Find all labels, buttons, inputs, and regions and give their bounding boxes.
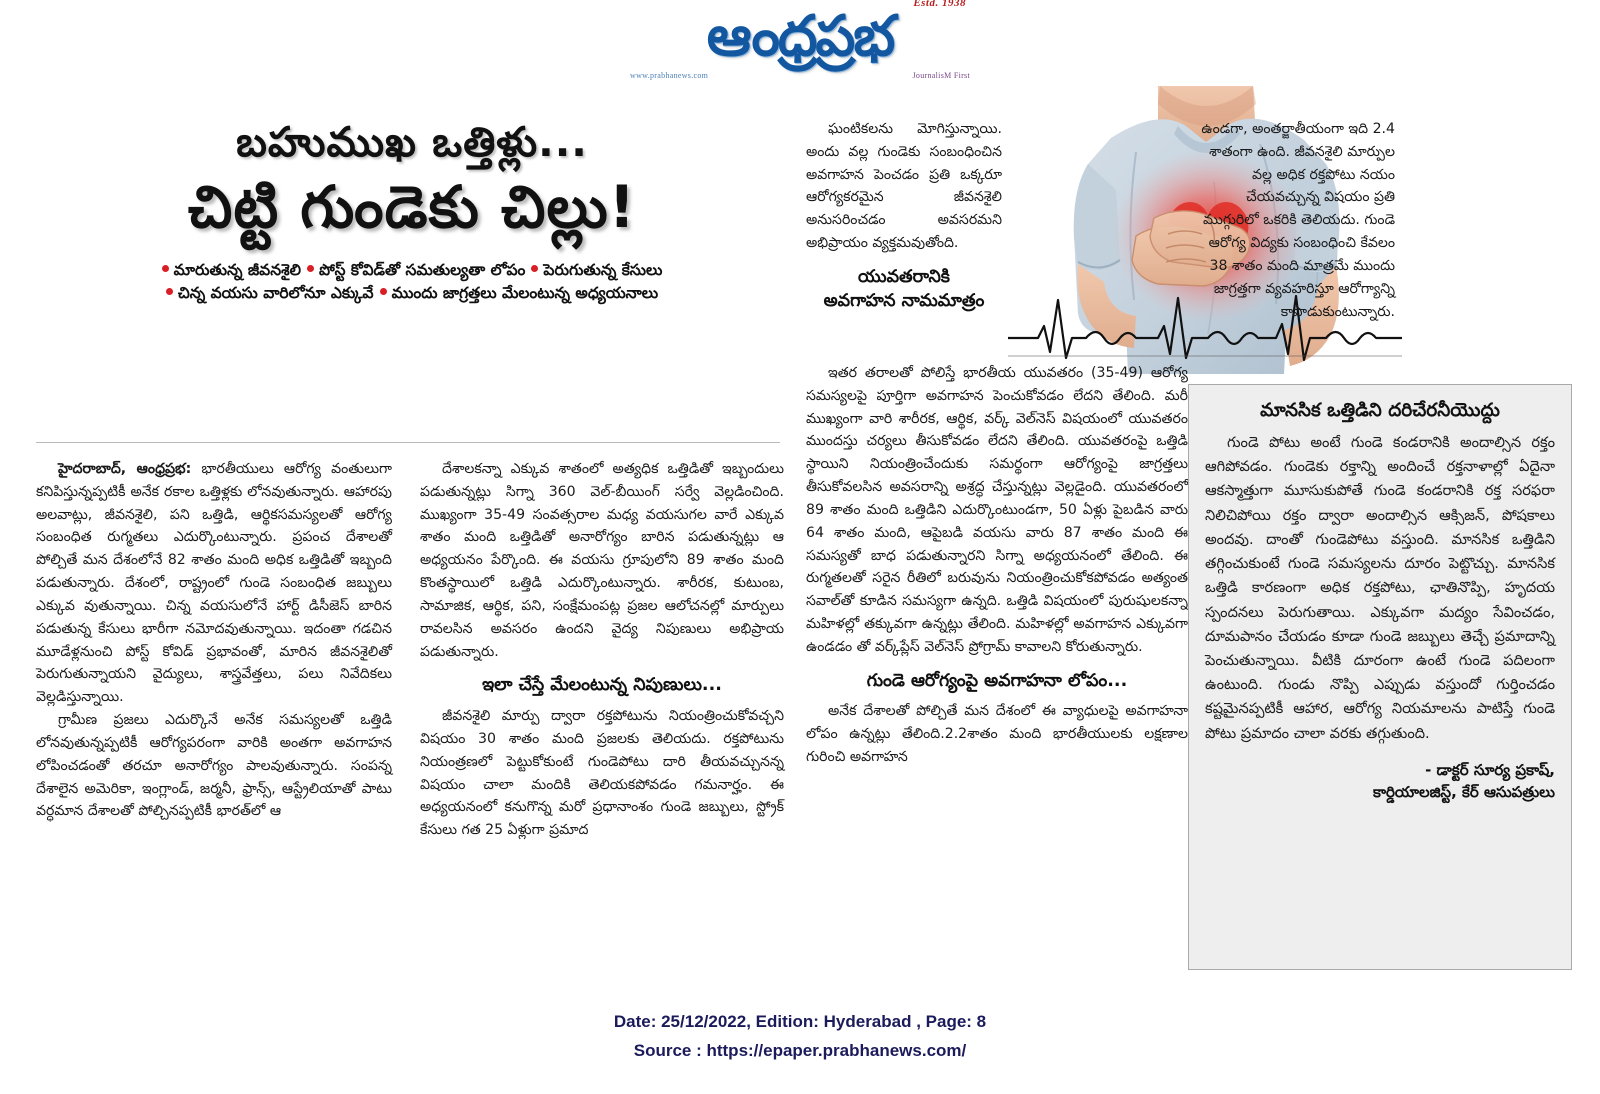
sidebar-box-title: మానసిక ఒత్తిడిని దరిచేరనీయొద్దు bbox=[1260, 400, 1500, 421]
headline-line-1: బహుముఖ ఒత్తిళ్లు... bbox=[236, 118, 588, 166]
kicker-label: ముందు జాగ్రత్తలు మేలంటున్న అధ్యయనాలు bbox=[391, 284, 659, 303]
column-3-paragraph-3: అనేక దేశాలతో పోల్చితే మన దేశంలో ఈ వ్యాధులపై అవగాహనా లోపం ఉన్నట్లు తేలింది.2.2శాతం మంది భారతీయులకు లక్షణాల గురించి అవగాహన bbox=[806, 703, 1188, 766]
headline-block bbox=[36, 118, 788, 306]
bullet-dot-icon bbox=[166, 288, 173, 295]
article-column-1 bbox=[36, 458, 392, 823]
column-1-paragraph-1 bbox=[36, 458, 392, 709]
footer-source-url: Source : https://epaper.prabhanews.com/ bbox=[633, 1040, 967, 1060]
source-footer bbox=[0, 1008, 1600, 1066]
subheading-experts-advice: ఇలా చేస్తే మేలంటున్న నిపుణులు... bbox=[482, 675, 722, 696]
masthead-tagline: JournalisM First bbox=[912, 71, 970, 80]
kicker-row-2 bbox=[36, 282, 788, 305]
column-3-paragraph-1: ఘంటికలను మోగిస్తున్నాయి. అందు వల్ల గుండెకు సంబంధించిన అవగాహన పెంచడం ప్రతి ఒక్కరూ ఆరోగ్యకరమైన జీవనశైలి అనుసరించడం అవసరమని అభిప్రాయం వ్యక్తమవుతోంది. bbox=[806, 121, 1002, 252]
column-1-body-1: భారతీయులు ఆరోగ్య వంతులుగా కనిపిస్తున్నప్పటికీ అనేక రకాల ఒత్తిళ్లకు లోనవుతున్నారు. ఆహారపు అలవాట్లు, జీవనశైలి, పని ఒత్తిడి, ఆర్థికసమస్యలతో ఆరోగ్య సంబంధిత రుగ్మతలు ఎదుర్కొంటున్నారు. ప్రపంచ దేశాలతో పోల్చితే మన దేశంలోనే 82 శాతం మంది అధిక ఒత్తిడితో ఇబ్బంది పడుతున్నారు. దేశంలో, రాష్ట్రంలో గుండె సంబంధిత జబ్బులు ఎక్కువ వుతున్నాయి. చిన్న వయసులోనే హార్ట్ డిసీజెస్ బారిన పడుతున్న కేసులు భారీగా నమోదవుతున్నాయి. ఇదంతా గడచిన మూడేళ్లనుంచి పోస్ట్ కోవిడ్ ప్రభావంతో, మారిన జీవనశైలితో పెరుగుతున్నాయని వైద్యులు, శాస్త్రవేత్తలు, పలు నివేదికలు వెల్లడిస్తున్నాయి. bbox=[36, 461, 392, 706]
kicker-label: పోస్ట్ కోవిడ్‌తో సమతుల్యతా లోపం bbox=[318, 261, 526, 280]
subheading-youth-awareness: యువతరానికి అవగాహన నామమాత్రం bbox=[823, 266, 985, 311]
byline-author: - డాక్టర్ సూర్య ప్రకాష్, bbox=[1425, 760, 1555, 779]
kicker-row-1 bbox=[36, 259, 788, 282]
article-column-3-body bbox=[806, 362, 1188, 769]
kicker-item bbox=[380, 282, 659, 305]
headline-line-2: చిట్టి గుండెకు చిల్లు! bbox=[187, 173, 637, 242]
subheading-heart-health-awareness: గుండె ఆరోగ్యంపై అవగాహనా లోపం... bbox=[866, 670, 1128, 691]
column-3-paragraph-2: ఇతర తరాలతో పోలిస్తే భారతీయ యువతరం (35-49) ఆరోగ్య సమస్యలపై పూర్తిగా అవగాహన పెంచుకోవడం లేదని తేలింది. మరీ ముఖ్యంగా వారి శారీరక, ఆర్థిక, వర్క్ వెల్‌నెస్ విషయంలో యువతరం ముందస్తు చర్యలు తీసుకోవడం లేదని తేలింది. యువతరంపై ఒత్తిడి స్థాయిని నియంత్రించేందుకు సమర్థంగా ఆరోగ్యంపై జాగ్రత్తలు తీసుకోవలసిన అవసరాన్ని అశ్రద్ధ చేస్తున్నట్లు వెల్లడైంది. యువతరంలో 89 శాతం మంది ఒత్తిడిని ఎదుర్కొంటుండగా, 50 ఏళ్లు పైబడిన వారు 64 శాతం మంది, ఆపైబడి వయసు వారు 87 శాతం మంది ఈ సమస్యతో బాధ పడుతున్నారని సిగ్నా అధ్యయనంలో తేలింది. ఈ రుగ్మతలతో సరైన రీతిలో బరువును నియంత్రించుకోకపోవడం అత్యంత సవాల్‌తో కూడిన సమస్యగా ఉన్నది. ఒత్తిడి విషయంలో పురుషులకన్నా మహిళల్లో తక్కువగా ఉన్నట్లు తేలింది. మహిళల్లో అవగాహన ఎక్కువగా ఉండడం తో వర్క్‌ప్లేస్ వెల్‌నెస్ ప్రోగ్రామ్ కావాలని కోరుతున్నారు. bbox=[806, 365, 1188, 655]
masthead-website: www.prabhanews.com bbox=[630, 71, 709, 80]
newspaper-clipping bbox=[28, 90, 1576, 990]
masthead-subline bbox=[630, 72, 970, 84]
article-column-4 bbox=[1195, 118, 1395, 323]
kicker-label: మారుతున్న జీవనశైలి bbox=[173, 261, 301, 280]
masthead-estd: Estd. 1938 bbox=[913, 0, 966, 9]
masthead bbox=[0, 0, 1600, 86]
sidebar-box-body bbox=[1205, 431, 1555, 746]
dateline: హైదరాబాద్, ఆంధ్రప్రభ: bbox=[58, 461, 192, 477]
kicker-item bbox=[307, 259, 525, 282]
bullet-dot-icon bbox=[307, 265, 314, 272]
sidebar-box bbox=[1188, 384, 1572, 970]
kicker-list bbox=[36, 259, 788, 306]
kicker-item bbox=[531, 259, 662, 282]
footer-date-edition-page: Date: 25/12/2022, Edition: Hyderabad , Page: 8 bbox=[613, 1012, 987, 1031]
kicker-item bbox=[162, 259, 301, 282]
article-column-2 bbox=[420, 458, 784, 842]
column-4-paragraph-1: ఉండగా, అంతర్జాతీయంగా ఇది 2.4 శాతంగా ఉంది. జీవనశైలి మార్పుల వల్ల అధిక రక్తపోటు నయం చేయవచ్చున్న విషయం ప్రతి ముగ్గురిలో ఒకరికి తెలియదు. గుండె ఆరోగ్య విద్యకు సంబంధించి కేవలం 38 శాతం మంది మాత్రమే ముందు జాగ్రత్తగా వ్యవహరిస్తూ ఆరోగ్యాన్ని కాపాడుకుంటున్నారు. bbox=[1201, 121, 1395, 320]
column-2-paragraph-2: జీవనశైలి మార్పు ద్వారా రక్తపోటును నియంత్రించుకోవచ్చని విషయం 30 శాతం మంది ప్రజలకు తెలియదు. రక్తపోటును నియంత్రణలో పెట్టుకోకుంటే గుండెపోటు దారి తీయవచ్చునన్న విషయం చాలా మందికి తెలియకపోవడం గమనార్హం. ఈ అధ్యయనంలో కనుగొన్న మరో ప్రధానాంశం గుండె జబ్బులు, స్ట్రోక్ కేసులు గత 25 ఏళ్లుగా ప్రమాద bbox=[420, 708, 784, 839]
bullet-dot-icon bbox=[531, 265, 538, 272]
article-column-3-top bbox=[806, 118, 1002, 320]
kicker-label: పెరుగుతున్న కేసులు bbox=[543, 261, 663, 280]
kicker-label: చిన్న వయసు వారిలోనూ ఎక్కువే bbox=[177, 284, 374, 303]
column-1-paragraph-2: గ్రామీణ ప్రజలు ఎదుర్కొనే అనేక సమస్యలతో ఒత్తిడి లోనవుతున్నప్పటికీ ఆరోగ్యపరంగా వారికి అంతగా అవగాహన లోపించడంతో తరచూ అనారోగ్యం పాలవుతున్నారు. సంపన్న దేశాలైన అమెరికా, ఇంగ్లాండ్, జర్మనీ, ఫ్రాన్స్, ఆస్ట్రేలియాతో పాటు వర్ధమాన దేశాలతో పోల్చినప్పటికీ భారత్‌లో ఆ bbox=[36, 712, 392, 820]
sidebar-box-byline bbox=[1205, 760, 1555, 804]
column-2-paragraph-1: దేశాలకన్నా ఎక్కువ శాతంలో అత్యధిక ఒత్తిడితో ఇబ్బందులు పడుతున్నట్లు సిగ్నా 360 వెల్-బీయింగ్ సర్వే వెల్లడించింది. ముఖ్యంగా 35-49 సంవత్సరాల మధ్య వయసుగల వారే ఎక్కువ శాతం మంది ఒత్తిడితో అనారోగ్యం బారిన పడుతున్నట్లు ఆ అధ్యయనం పేర్కొంది. ఈ వయసు గ్రూపులోని 89 శాతం మంది కొంతస్థాయిలో ఒత్తిడి ఎదుర్కొంటున్నారు. శారీరక, కుటుంబ, సామాజిక, ఆర్థిక, పని, సంక్షేమంపట్ల ప్రజల ఆలోచనల్లో మార్పులు రావలసిన అవసరం ఉందని వైద్య నిపుణులు అభిప్రాయ పడుతున్నారు. bbox=[420, 461, 784, 660]
kicker-item bbox=[166, 282, 374, 305]
sidebar-box-paragraph: గుండె పోటు అంటే గుండె కండరానికి అందాల్సిన రక్తం ఆగిపోవడం. గుండెకు రక్తాన్ని అందించే రక్తనాళాల్లో ఏదైనా ఆకస్మాత్తుగా మూసుకుపోతే గుండె కండరానికి రక్త సరఫరా నిలిచిపోయి రక్తం ద్వారా అందాల్సిన ఆక్సిజన్, పోషకాలు అందవు. దాంతో గుండెపోటు వస్తుంది. మానసిక ఒత్తిడిని తగ్గించుకుంటే గుండె సమస్యలను దూరం పెట్టొచ్చు. మానసిక ఒత్తిడి కారణంగా అధిక రక్తపోటు, ఛాతినొప్పి, హృదయ స్పందనలు పెరుగుతాయి. ఎక్కువగా మద్యం సేవించడం, దూమపానం చేయడం కూడా గుండె జబ్బులు తెచ్చే ప్రమాదాన్ని పెంచుతున్నాయి. వీటికి దూరంగా ఉంటే గుండె పదిలంగా ఉంటుంది. గుండు నొప్పి ఎప్పుడు వస్తుందో గుర్తించడం కష్టమైనప్పటికీ ఆహార, ఆరోగ్య నియమాలను పాటిస్తే గుండె పోటు ప్రమాదం చాలా వరకు తగ్గుతుంది. bbox=[1205, 434, 1555, 742]
byline-affiliation: కార్డియాలజిస్ట్, కేర్ ఆసుపత్రులు bbox=[1372, 782, 1555, 801]
bullet-dot-icon bbox=[162, 265, 169, 272]
headline-divider bbox=[36, 442, 780, 443]
bullet-dot-icon bbox=[380, 288, 387, 295]
masthead-inner bbox=[630, 2, 970, 84]
masthead-title: ఆంధ్రప్రభ bbox=[706, 4, 894, 69]
